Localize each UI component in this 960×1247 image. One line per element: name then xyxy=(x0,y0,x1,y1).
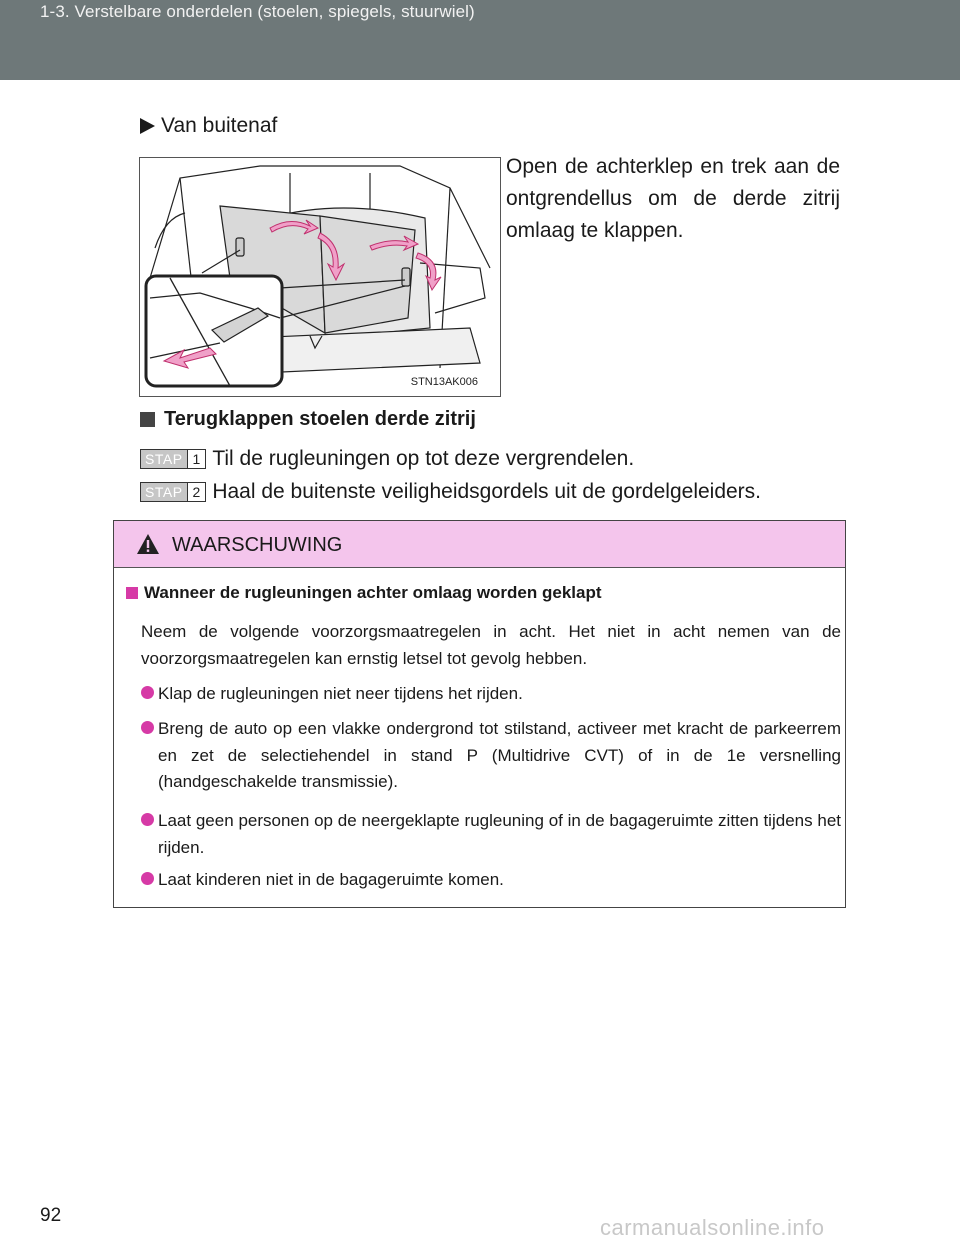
warning-bullet: Breng de auto op een vlakke ondergrond tot stilstand, activeer met kracht de parkeerrem en zet de selectiehendel in stand P (Multidrive CVT) of in de 1e versnelling (handgeschakelde transmissie). xyxy=(141,716,841,796)
section-title: Terugklappen stoelen derde zitrij xyxy=(164,408,476,430)
warning-subtitle: Wanneer de rugleuningen achter omlaag worden geklapt xyxy=(126,583,602,603)
step-badge: STAP 2 xyxy=(140,482,206,502)
circle-bullet-icon xyxy=(141,686,154,699)
step-text: Til de rugleuningen op tot deze vergrendelen. xyxy=(212,447,635,470)
intro-label: Van buitenaf xyxy=(161,114,278,137)
warning-title: WAARSCHUWING xyxy=(172,534,343,556)
watermark: carmanualsonline.info xyxy=(600,1215,825,1240)
figure-code: STN13AK006 xyxy=(410,376,478,388)
circle-bullet-icon xyxy=(141,872,154,885)
warning-box xyxy=(113,520,846,908)
step-2 xyxy=(140,480,761,504)
circle-bullet-icon xyxy=(141,721,154,734)
step-text: Haal de buitenste veiligheidsgordels uit de gordelgeleiders. xyxy=(212,480,762,503)
seat-folding-illustration xyxy=(139,157,501,397)
chapter-title: 1-3. Verstelbare onderdelen (stoelen, spiegels, stuurwiel) xyxy=(40,2,475,21)
square-bullet-icon xyxy=(140,412,155,427)
step-badge: STAP 1 xyxy=(140,449,206,469)
warning-header xyxy=(114,521,845,568)
warning-triangle-icon xyxy=(136,533,160,555)
step-1 xyxy=(140,447,634,471)
triangle-bullet-icon xyxy=(140,118,155,134)
circle-bullet-icon xyxy=(141,813,154,826)
square-bullet-icon xyxy=(126,587,138,599)
warning-bullet: Laat geen personen op de neergeklapte rugleuning of in de bagageruimte zitten tijdens het rijden. xyxy=(141,808,841,861)
warning-intro: Neem de volgende voorzorgsmaatregelen in acht. Het niet in acht nemen van de voorzorgsmaatregelen kan ernstig letsel tot gevolg hebben. xyxy=(141,622,841,668)
warning-bullet: Klap de rugleuningen niet neer tijdens het rijden. xyxy=(141,681,841,708)
page-number: 92 xyxy=(40,1205,62,1226)
warning-bullet: Laat kinderen niet in de bagageruimte komen. xyxy=(141,867,841,894)
page-header xyxy=(0,0,960,80)
section-heading xyxy=(140,408,476,431)
intro-heading xyxy=(140,114,277,138)
seat-illustration-drawing xyxy=(140,158,500,396)
figure-description: Open de achterklep en trek aan de ontgrendellus om de derde zitrij omlaag te klappen. xyxy=(506,155,840,243)
